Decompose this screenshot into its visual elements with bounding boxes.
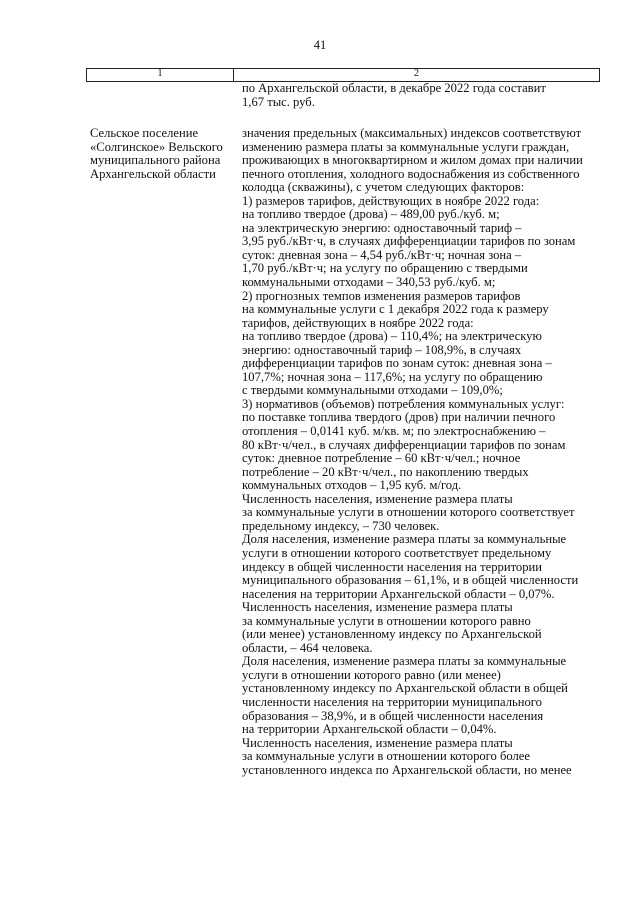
text-line: 3,95 руб./кВт·ч, в случаях дифференциации тарифов по зонам	[242, 234, 576, 249]
text-line: по Архангельской области, в декабре 2022 года составит	[242, 81, 546, 95]
text-line: Доля населения, изменение размера платы за коммунальные	[242, 654, 567, 669]
text-line: тарифов, действующих в ноябре 2022 года:	[242, 315, 474, 330]
text-line: населения на территории Архангельской области – 0,07%.	[242, 586, 555, 601]
text-line: на топливо твердое (дрова) – 489,00 руб./куб. м;	[242, 207, 500, 222]
text-line: за коммунальные услуги в отношении которого равно	[242, 613, 531, 628]
continuation-text	[242, 82, 612, 109]
text-line: Численность населения, изменение размера платы	[242, 491, 513, 506]
text-line: образования – 38,9%, и в общей численности населения	[242, 708, 544, 723]
text-line: суток: дневное потребление – 60 кВт·ч/чел.; ночное	[242, 451, 521, 466]
text-line: проживающих в многоквартирном и жилом домах при наличии	[242, 153, 583, 168]
text-line: 107,7%; ночная зона – 117,6%; на услугу по обращению	[242, 369, 543, 384]
text-line: области, – 464 человека.	[242, 640, 373, 655]
text-line: отопления – 0,0141 куб. м/кв. м; по электроснабжению –	[242, 424, 546, 439]
text-line: печного отопления, холодного водоснабжения из собственного	[242, 166, 580, 181]
text-line: Архангельской области	[90, 166, 216, 181]
page-number: 41	[313, 38, 327, 52]
text-line: энергию: одноставочный тариф – 108,9%, в случаях	[242, 342, 522, 357]
text-line: 80 кВт·ч/чел., в случаях дифференциации тарифов по зонам	[242, 437, 566, 452]
text-line: Сельское поселение	[90, 126, 199, 140]
text-line: коммунальными отходами – 340,53 руб./куб. м;	[242, 275, 496, 290]
text-line: Численность населения, изменение размера платы	[242, 735, 513, 750]
text-line: на коммунальные услуги с 1 декабря 2022 года к размеру	[242, 302, 549, 317]
text-line: изменению размера платы за коммунальные услуги граждан,	[242, 139, 570, 154]
text-line: Доля населения, изменение размера платы за коммунальные	[242, 532, 567, 547]
text-line: установленному индексу по Архангельской области в общей	[242, 681, 568, 696]
table-header-col-2: 2	[414, 68, 419, 79]
settlement-name	[90, 127, 235, 181]
text-line: на территории Архангельской области – 0,04%.	[242, 722, 497, 737]
text-line: услуги в отношении которого соответствует предельному	[242, 545, 552, 560]
text-line: 1) размеров тарифов, действующих в ноябре 2022 года:	[242, 193, 540, 208]
text-line: (или менее) установленному индексу по Архангельской	[242, 627, 542, 642]
table-header-col-1: 1	[157, 68, 163, 79]
text-line: за коммунальные услуги в отношении которого соответствует	[242, 505, 575, 520]
table-header	[86, 68, 600, 82]
text-line: 3) нормативов (объемов) потребления коммунальных услуг:	[242, 396, 565, 411]
text-line: индексу в общей численности населения на территории	[242, 559, 543, 574]
text-line: 2) прогнозных темпов изменения размеров тарифов	[242, 288, 521, 303]
text-line: численности населения на территории муниципального	[242, 694, 542, 709]
text-line: потребление – 20 кВт·ч/чел., по накоплению твердых	[242, 464, 529, 479]
text-line: значения предельных (максимальных) индексов соответствуют	[242, 126, 582, 140]
text-line: муниципального района	[90, 153, 221, 168]
text-line: коммунальных отходов – 1,95 куб. м/год.	[242, 478, 462, 493]
text-line: 1,67 тыс. руб.	[242, 94, 315, 109]
text-line: 1,70 руб./кВт·ч; на услугу по обращению с твердыми	[242, 261, 528, 276]
settlement-description	[242, 127, 612, 777]
text-line: услуги в отношении которого равно (или менее)	[242, 667, 501, 682]
text-line: дифференциации тарифов по зонам суток: дневная зона –	[242, 356, 552, 371]
text-line: с твердыми коммунальными отходами – 109,0%;	[242, 383, 503, 398]
text-line: на электрическую энергию: одноставочный тариф –	[242, 220, 522, 235]
text-line: установленного индекса по Архангельской области, но менее	[242, 762, 572, 777]
text-line: на топливо твердое (дрова) – 110,4%; на электрическую	[242, 329, 542, 344]
text-line: колодца (скважины), с учетом следующих факторов:	[242, 180, 525, 195]
text-line: муниципального образования – 61,1%, и в общей численности	[242, 573, 579, 588]
text-line: Численность населения, изменение размера платы	[242, 600, 513, 615]
text-line: «Солгинское» Вельского	[90, 139, 223, 154]
text-line: по поставке топлива твердого (дров) при наличии печного	[242, 410, 556, 425]
text-line: предельному индексу, – 730 человек.	[242, 518, 440, 533]
text-line: за коммунальные услуги в отношении которого более	[242, 749, 530, 764]
text-line: суток: дневная зона – 4,54 руб./кВт·ч; ночная зона –	[242, 247, 522, 262]
